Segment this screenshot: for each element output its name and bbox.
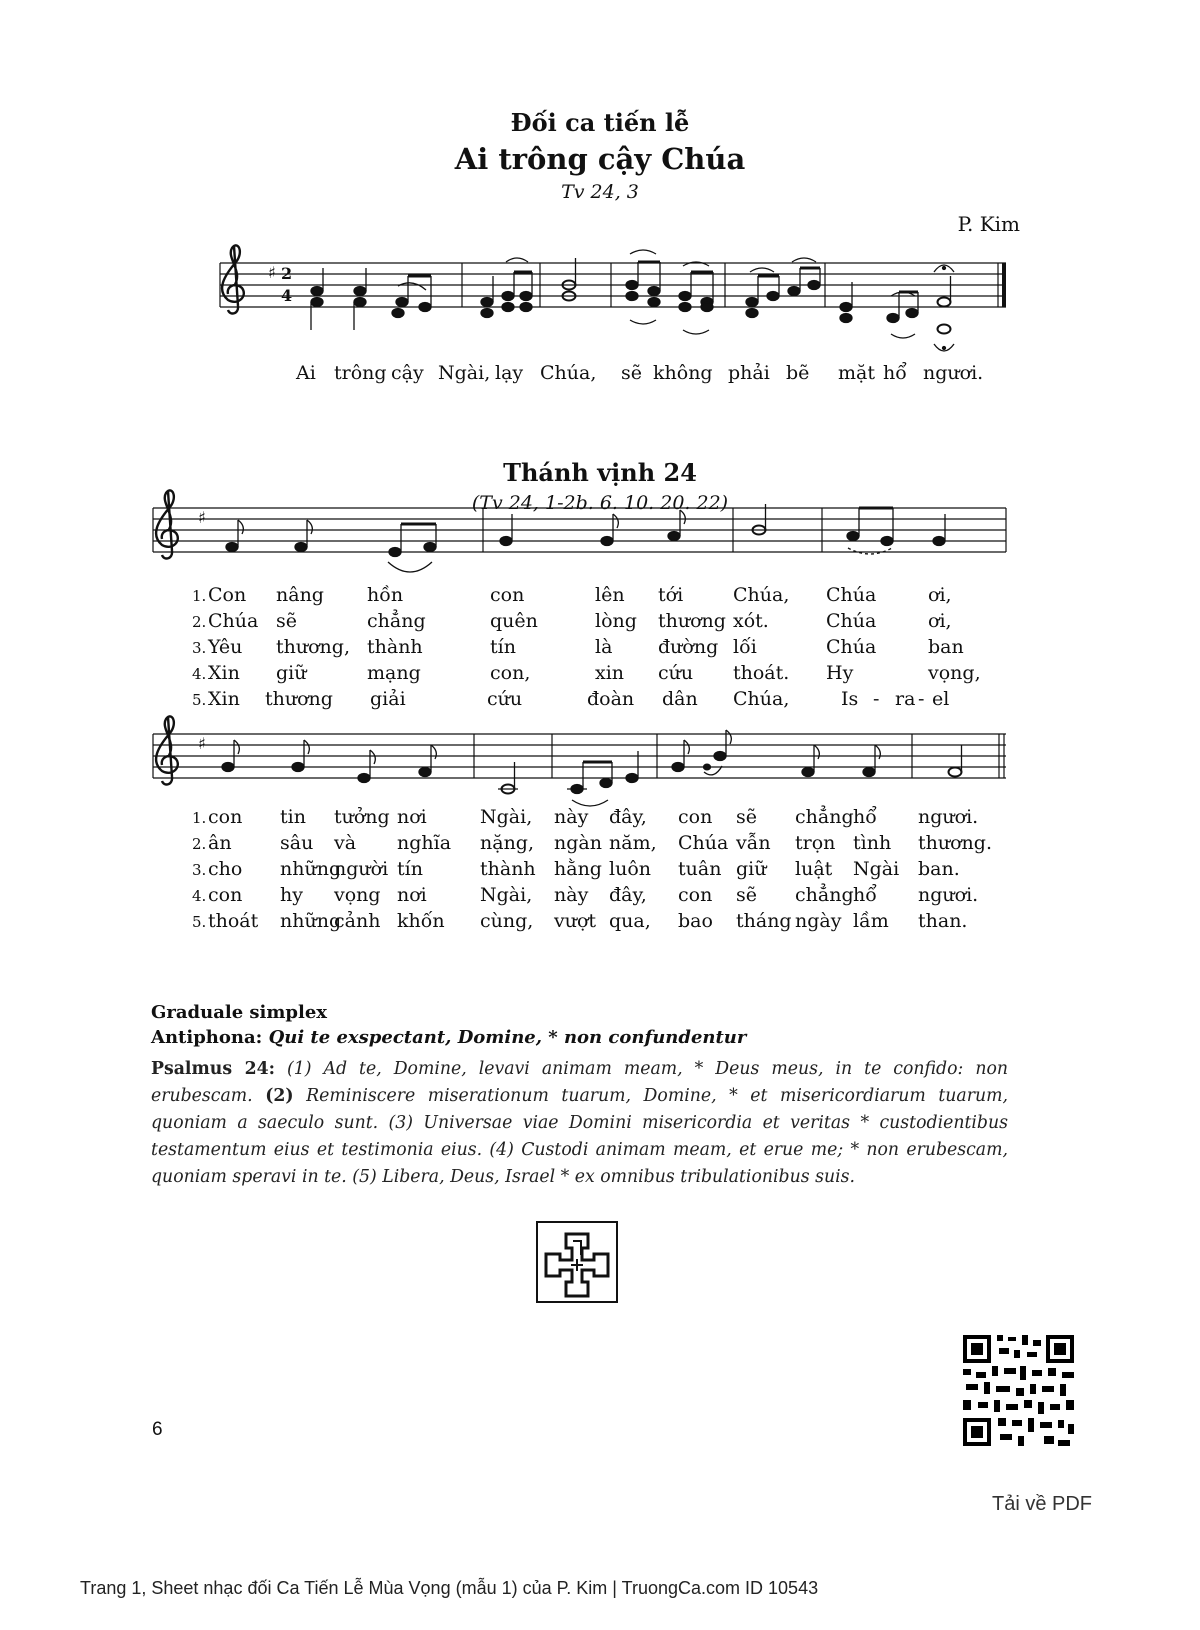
psalm-lyric-syllable: trọn	[795, 832, 836, 854]
verse-number: 5.	[192, 913, 207, 931]
antiphon-lyric-syllable: sẽ	[621, 362, 642, 384]
qr-code-icon	[961, 1333, 1076, 1448]
svg-text:4: 4	[281, 286, 293, 305]
psalm-lyric-syllable: nơi	[397, 884, 427, 906]
psalm-lyric-syllable: Chúa	[826, 584, 877, 606]
svg-text:♯: ♯	[198, 508, 206, 527]
psalm-lyric-syllable: -	[918, 688, 925, 710]
psalm-lyric-syllable: giữ	[736, 858, 767, 880]
psalm-lyric-syllable: tháng	[736, 910, 792, 932]
psalm-lyric-syllable: cùng,	[480, 910, 534, 932]
psalm-lyric-syllable: người	[334, 858, 389, 880]
psalm-lyric-syllable: qua,	[609, 910, 651, 932]
svg-text:2: 2	[281, 264, 293, 283]
antiphona-text: Qui te exspectant, Domine, * non confundentur	[268, 1027, 747, 1048]
psalm-lyric-syllable: nghĩa	[397, 832, 452, 854]
psalm-lyric-syllable: lên	[595, 584, 625, 606]
graduale-title: Graduale simplex	[151, 1002, 328, 1023]
psalm-lyric-syllable: Chúa,	[733, 584, 790, 606]
antiphon-lyric-syllable: mặt	[838, 362, 875, 384]
psalm-lyric-syllable: ngày	[795, 910, 842, 932]
psalm-lyric-syllable: ban.	[918, 858, 960, 880]
psalm-lyric-syllable: con	[678, 884, 713, 906]
psalm-lyric-syllable: sẽ	[276, 610, 297, 632]
antiphon-lyric-syllable: phải	[728, 362, 770, 384]
psalm-lyric-syllable: con	[208, 806, 243, 828]
verse-number: 4.	[192, 665, 207, 683]
antiphon-lyric-syllable: hổ	[883, 362, 907, 384]
psalm-lyric-syllable: luôn	[609, 858, 651, 880]
psalm-lyric-syllable: quên	[490, 610, 538, 632]
psalm-lyric-syllable: tình	[853, 832, 892, 854]
psalm-lyric-syllable: vọng	[334, 884, 381, 906]
footer-text: Trang 1, Sheet nhạc đối Ca Tiến Lễ Mùa Vọng (mẫu 1) của P. Kim | TruongCa.com ID 10543	[80, 1578, 819, 1598]
verse-number: 3.	[192, 861, 207, 879]
psalm-lyric-syllable: thương.	[918, 832, 992, 854]
psalm-lyric-syllable: sẽ	[736, 806, 757, 828]
psalm-lyric-syllable: hy	[280, 884, 303, 906]
antiphon-lyric-syllable: trông	[334, 362, 387, 384]
song-title: Ai trông cậy Chúa	[454, 142, 746, 176]
psalm-lyric-syllable: chẳng	[795, 806, 854, 828]
psalm-lyric-syllable: này	[554, 884, 589, 906]
psalm-lyric-syllable: hằng	[554, 858, 602, 880]
psalm-lyric-syllable: Ngài	[853, 858, 900, 880]
verse-number: 1.	[192, 809, 207, 827]
psalm-lyric-syllable: này	[554, 806, 589, 828]
psalm-lyric-syllable: xin	[595, 662, 625, 684]
psalm-lyric-syllable: ngàn	[554, 832, 602, 854]
psalm-lyric-syllable: là	[595, 636, 613, 658]
psalm-lyric-syllable: Chúa	[208, 610, 259, 632]
verse-number: 5.	[192, 691, 207, 709]
psalm-lyric-syllable: chẳng	[795, 884, 854, 906]
psalm-lyric-syllable: nâng	[276, 584, 324, 606]
psalm-lyric-syllable: tuân	[678, 858, 722, 880]
psalm-lyric-syllable: Chúa,	[733, 688, 790, 710]
psalm-lyric-syllable: ân	[208, 832, 232, 854]
psalm-lyric-syllable: hổ	[853, 884, 877, 906]
psalm-lyric-syllable: lầm	[853, 910, 889, 932]
page-number: 6	[152, 1419, 163, 1440]
verse-number: 2.	[192, 613, 207, 631]
psalm-lyric-syllable: Chúa	[826, 610, 877, 632]
psalm-lyric-syllable: cho	[208, 858, 243, 880]
psalm-title: Thánh vịnh 24	[503, 458, 697, 487]
psalm-lyric-syllable: than.	[918, 910, 968, 932]
psalm-lyric-syllable: năm,	[609, 832, 657, 854]
psalm-lyric-syllable: Xin	[208, 688, 240, 710]
psalm-lyric-syllable: sâu	[280, 832, 314, 854]
psalm-lyric-syllable: thành	[480, 858, 536, 880]
psalm-lyric-syllable: thoát	[208, 910, 259, 932]
verse-number: 3.	[192, 639, 207, 657]
psalm-lyric-syllable: Xin	[208, 662, 240, 684]
psalm-lyric-syllable: Chúa	[678, 832, 729, 854]
psalm-lyric-syllable: lòng	[595, 610, 637, 632]
psalm-lyric-syllable: con	[678, 806, 713, 828]
psalm-lyric-syllable: con	[490, 584, 525, 606]
psalm-lyric-syllable: tưởng	[334, 806, 390, 828]
psalm-lyric-syllable: bao	[678, 910, 713, 932]
psalm-lyric-syllable: ra	[895, 688, 916, 710]
antiphon-lyric-syllable: cậy	[391, 362, 424, 384]
psalm-lyric-syllable: cảnh	[334, 910, 381, 932]
download-pdf-link[interactable]: Tải về PDF	[992, 1493, 1093, 1515]
psalmus-text	[151, 1056, 1008, 1191]
psalm-lyric-syllable: tín	[397, 858, 423, 880]
psalm-lyric-syllable: đây,	[609, 806, 647, 828]
psalm-lyric-syllable: luật	[795, 858, 833, 880]
antiphon-lyric-syllable: ngươi.	[923, 362, 984, 384]
psalm-lyric-syllable: ngươi.	[918, 884, 979, 906]
psalm-lyric-syllable: Chúa	[826, 636, 877, 658]
psalm-lyric-syllable: mạng	[367, 662, 421, 684]
psalm-lyric-syllable: hồn	[367, 584, 404, 606]
staff-antiphon	[220, 263, 1006, 307]
psalm-lyric-syllable: ban	[928, 636, 964, 658]
psalm-lyric-syllable: con	[208, 884, 243, 906]
composer-name: P. Kim	[957, 212, 1020, 236]
psalm-lyric-syllable: đây,	[609, 884, 647, 906]
psalm-lyric-syllable: thương	[265, 688, 333, 710]
psalm-lyric-syllable: tín	[490, 636, 516, 658]
psalm-lyric-syllable: đoàn	[587, 688, 635, 710]
psalm-lyric-syllable: sẽ	[736, 884, 757, 906]
psalm-lyric-syllable: hổ	[853, 806, 877, 828]
antiphona-label: Antiphona	[151, 1027, 256, 1048]
psalm-lyric-syllable: Con	[208, 584, 247, 606]
verse-number: 2.	[192, 835, 207, 853]
psalm-lyric-syllable: lối	[733, 636, 757, 658]
psalm-lyric-syllable: giữ	[276, 662, 307, 684]
psalm-lyric-syllable: el	[932, 688, 950, 710]
psalm-lyric-syllable: khốn	[397, 910, 445, 932]
psalm-lyric-syllable: xót.	[733, 610, 769, 632]
psalm-lyric-syllable: tới	[658, 584, 684, 606]
psalm-lyric-syllable: Is	[841, 688, 859, 710]
psalm-lyric-syllable: Ngài,	[480, 884, 533, 906]
psalm-lyric-syllable: vượt	[554, 910, 597, 932]
psalm-lyric-syllable: nặng,	[480, 832, 535, 854]
psalm-lyric-syllable: ngươi.	[918, 806, 979, 828]
psalm-lyric-syllable: Yêu	[208, 636, 243, 658]
psalm-lyric-syllable: cứu	[658, 662, 694, 684]
psalm-lyric-syllable: những	[280, 910, 342, 932]
psalm-lyric-syllable: giải	[370, 688, 406, 710]
antiphon-lyric-syllable: lạy	[495, 362, 524, 384]
antiphona-line: Antiphona: Qui te exspectant, Domine, * non confundentur	[151, 1027, 747, 1048]
cross-ornament	[537, 1222, 617, 1302]
psalm-lyric-syllable: thoát.	[733, 662, 790, 684]
psalm-lyric-syllable: chẳng	[367, 610, 426, 632]
verse-number: 1.	[192, 587, 207, 605]
psalmus-text-part2: Reminiscere miserationum tuarum, Domine, * et misericordiarum tuarum, quoniam a saeculo sunt. (3) Universae viae Domini misericordia et veritas * custodientibus testamentum eius et testimonia eius. (4) Custodi animam meam, et erue me; * non erubescam, quoniam speravi in te. (5) Libera, Deus, Israel * ex omnibus tribulationibus suis.	[151, 1086, 1009, 1187]
psalm-lyric-syllable: ơi,	[928, 610, 952, 632]
psalm-lyric-syllable: Hy	[826, 662, 854, 684]
psalm-lyric-syllable: đường	[658, 636, 719, 658]
antiphon-lyric-syllable: không	[653, 362, 713, 384]
psalm-lyric-syllable: cứu	[487, 688, 523, 710]
psalmus-label: Psalmus 24:	[151, 1059, 276, 1079]
psalm-lyric-syllable: ơi,	[928, 584, 952, 606]
psalm-lyric-syllable: vẫn	[736, 832, 771, 854]
psalm-lyric-syllable: Ngài,	[480, 806, 533, 828]
antiphon-lyric-syllable: Chúa,	[540, 362, 597, 384]
verse-number: 4.	[192, 887, 207, 905]
psalm-lyric-syllable: -	[873, 688, 880, 710]
psalm-lyric-syllable: dân	[662, 688, 698, 710]
psalm-reference: (Tv 24, 1-2b. 6. 10. 20. 22)	[471, 492, 729, 514]
psalm-lyric-syllable: những	[280, 858, 342, 880]
scripture-reference: Tv 24, 3	[561, 181, 639, 203]
psalm-lyric-syllable: thương	[658, 610, 726, 632]
antiphon-lyric-syllable: Ngài,	[438, 362, 491, 384]
section-subtitle: Đối ca tiến lễ	[510, 108, 690, 137]
psalm-lyric-syllable: nơi	[397, 806, 427, 828]
psalm-lyric-syllable: và	[334, 832, 357, 854]
psalmus-num-2: (2)	[265, 1086, 294, 1106]
psalm-lyric-syllable: thương,	[276, 636, 350, 658]
psalmus-text-part1: (1) Ad te, Domine, levavi animam meam, * Deus meus, in te confido: non erubescam.	[151, 1059, 1008, 1106]
antiphon-lyric-syllable: Ai	[296, 362, 316, 384]
svg-text:♯: ♯	[198, 734, 206, 753]
psalm-lyric-syllable: vọng,	[928, 662, 981, 684]
psalm-lyric-syllable: tin	[280, 806, 306, 828]
antiphon-lyric-syllable: bẽ	[786, 362, 810, 384]
psalm-lyric-syllable: con,	[490, 662, 531, 684]
svg-text:♯: ♯	[268, 263, 276, 282]
psalm-lyric-syllable: thành	[367, 636, 423, 658]
